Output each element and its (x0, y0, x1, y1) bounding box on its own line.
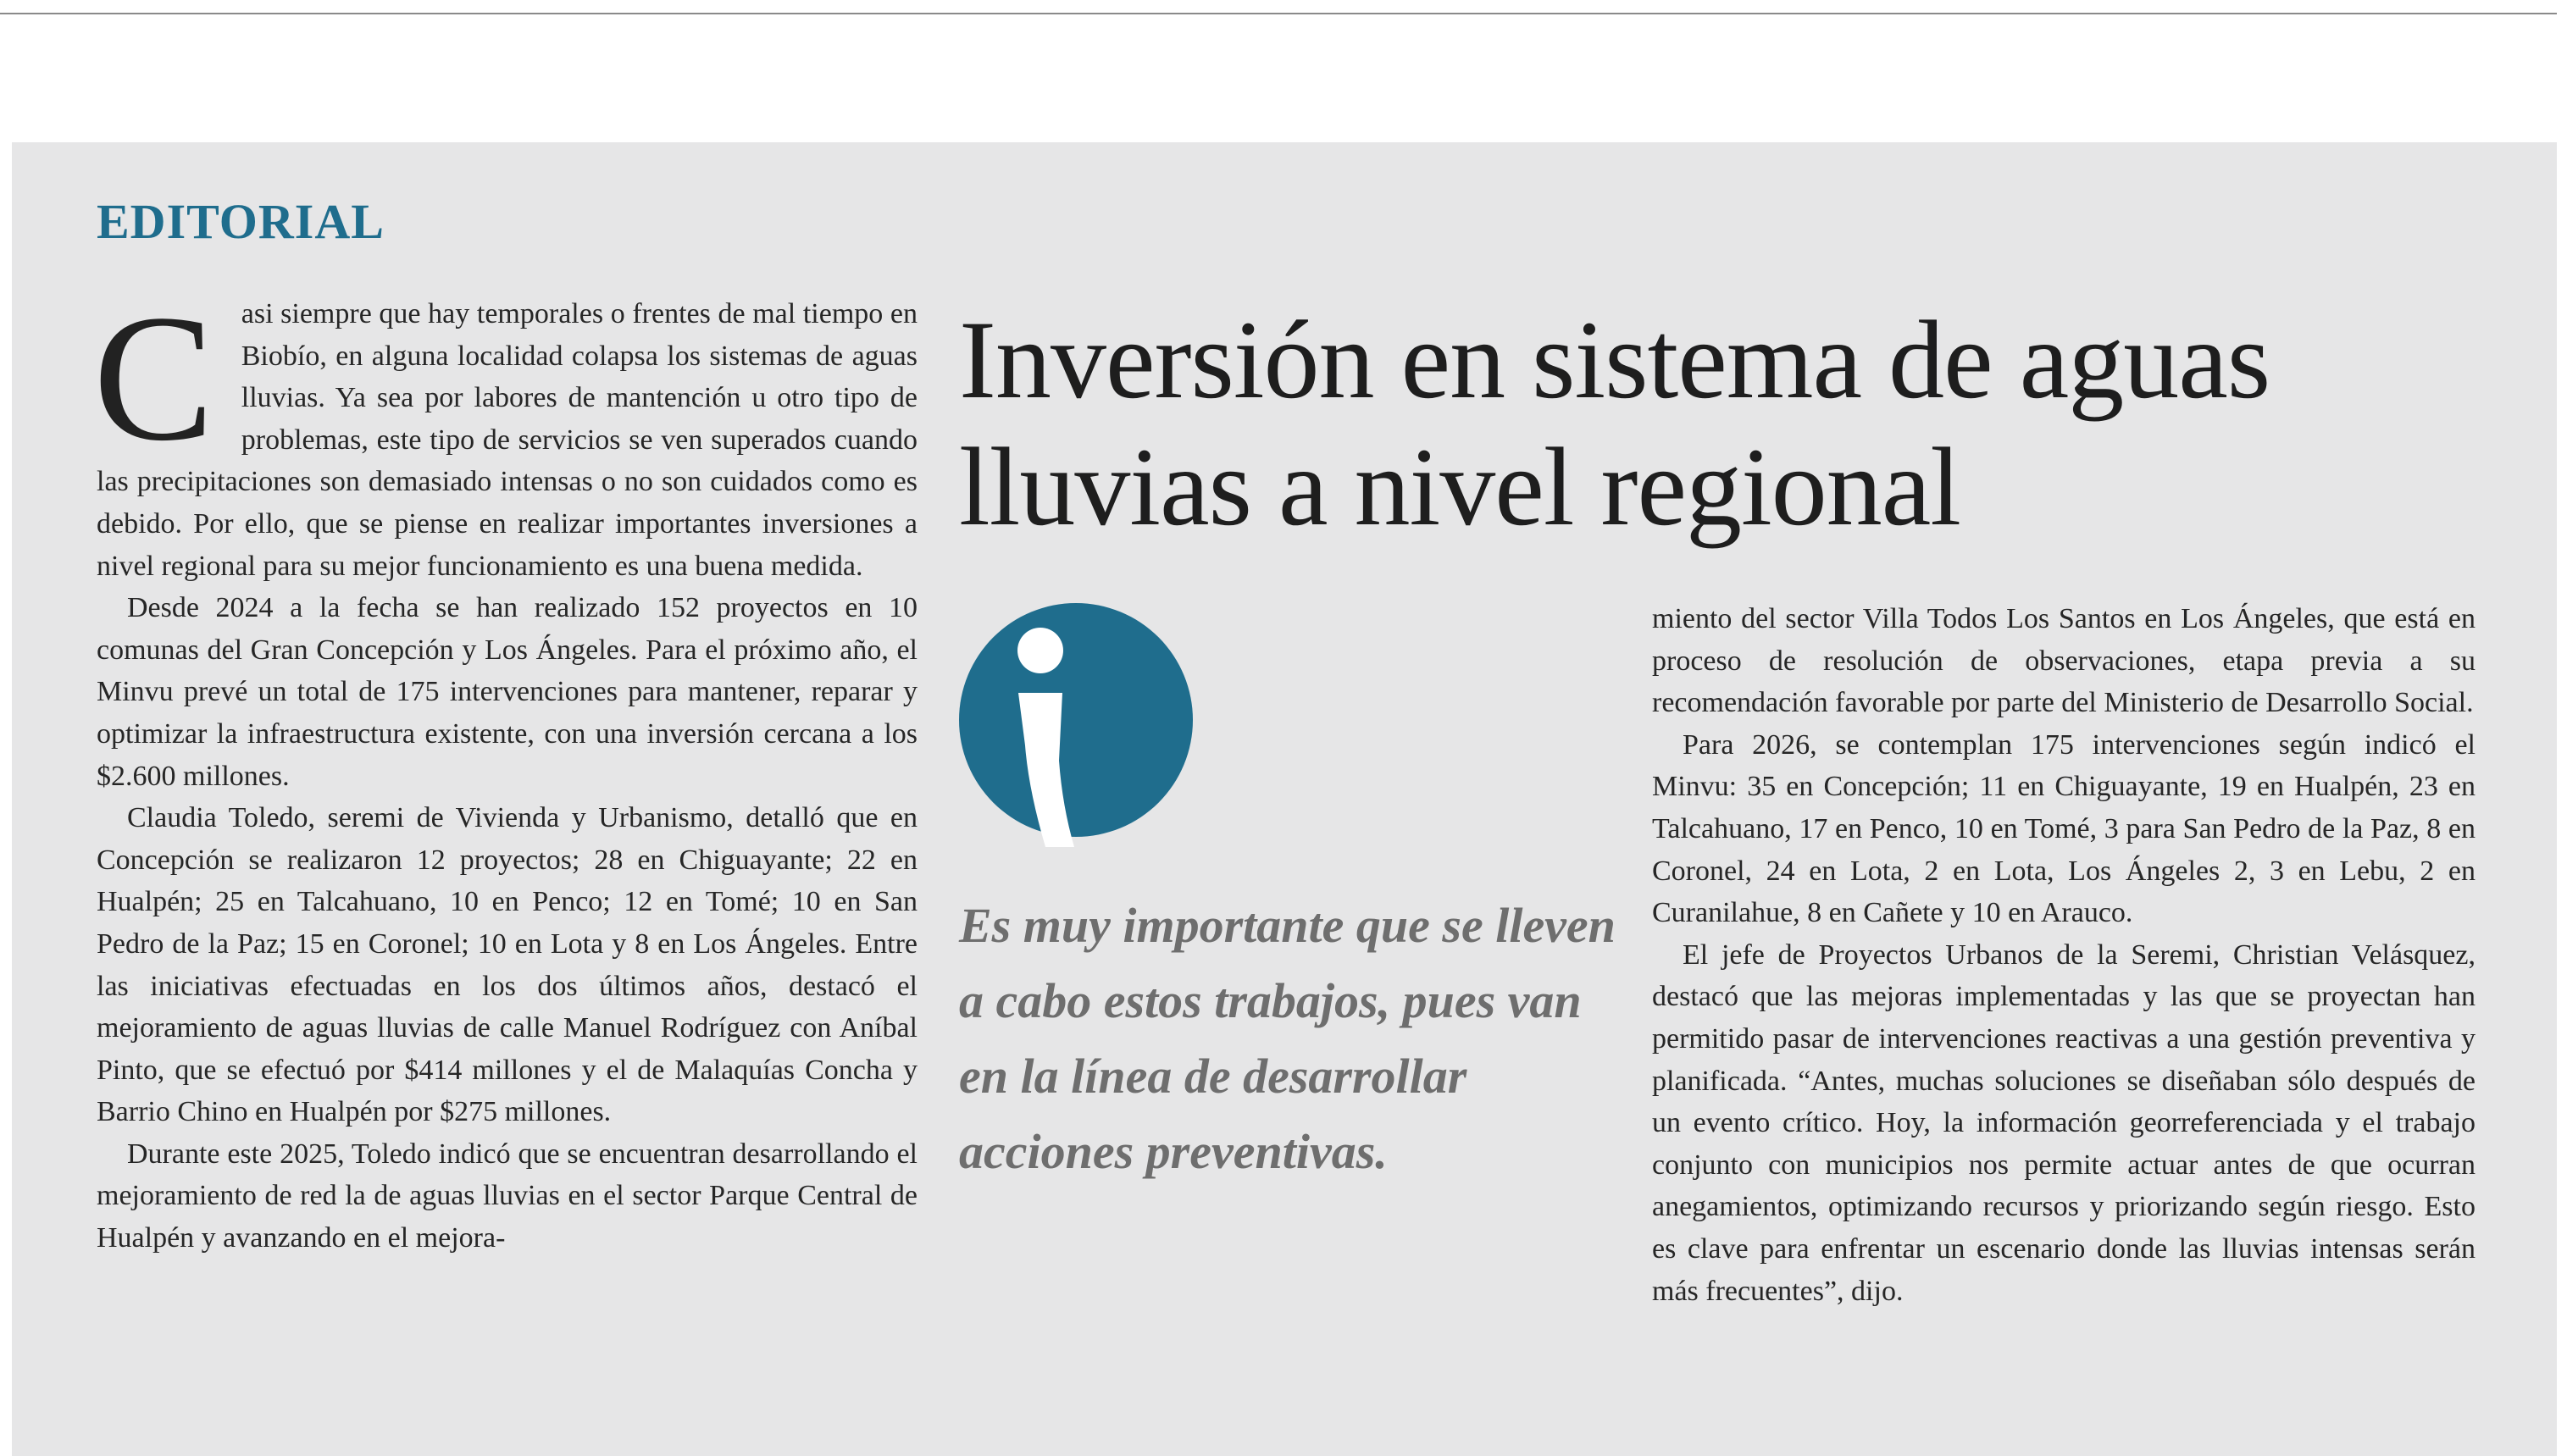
paragraph-7: El jefe de Proyectos Urbanos de la Seremi, Christian Velásquez, destacó que las mejoras implementadas y las que se proyectan han permitido pasar de intervenciones reactivas a una gestión preventiva y planificada. “Antes, muchas soluciones se diseñaban sólo después de un evento crítico. Hoy, la información georreferenciada y el trabajo conjunto con municipios nos permite actuar antes de que ocurran anegamientos, optimizando recursos y priorizando según riesgo. Esto es clave para enfrentar un escenario donde las lluvias intensas serán más frecuentes”, dijo. (1652, 938, 2476, 1307)
paragraph-6: Para 2026, se contemplan 175 intervenciones según indicó el Minvu: 35 en Concepción; 11 en Chiguayante, 19 en Hualpén, 23 en Talcahuano, 17 en Penco, 10 en Tomé, 3 para San Pedro de la Paz, 8 en Coronel, 24 en Lota, 2 en Lota, Los Ángeles 2, 3 en Lebu, 2 en Curanilahue, 8 en Cañete y 10 en Arauco. (1652, 728, 2476, 929)
paragraph-5: miento del sector Villa Todos Los Santos en Los Ángeles, que está en proceso de resolución de observaciones, etapa previa a su recomendación favorable por parte del Ministerio de Desarrollo Social. (1652, 603, 2476, 719)
drop-cap: C (93, 278, 214, 479)
pull-quote: Es muy importante que se lleven a cabo estos trabajos, pues van en la línea de desarrollar acciones preventivas. (959, 898, 1616, 1179)
paragraph-1: asi siempre que hay temporales o frentes de mal tiempo en Biobío, en alguna localidad colapsa los sistemas de aguas lluvias. Ya sea por labores de mantención u otro tipo de problemas, este tipo de servicios se ven superados cuando las precipitaciones son demasiado intensas o no son cuidados como es debido. Por ello, que se piense en realizar importantes inversiones a nivel regional para su mejor funcionamiento es una buena medida. (97, 298, 918, 582)
headline: Inversión en sistema de aguas lluvias a nivel regional (959, 297, 2270, 549)
body-column-left (93, 278, 918, 1259)
info-icon (959, 603, 1193, 849)
top-rule (0, 13, 2557, 14)
body-column-right (1652, 598, 2476, 1312)
paragraph-3: Claudia Toledo, seremi de Vivienda y Urbanismo, detalló que en Concepción se realizaron 12 proyectos; 28 en Chiguayante; 22 en Hualpén; 25 en Talcahuano, 10 en Penco; 12 en Tomé; 10 en San Pedro de la Paz; 15 en Coronel; 10 en Lota y 8 en Los Ángeles. Entre las iniciativas efectuadas en los dos últimos años, destacó el mejoramiento de aguas lluvias de calle Manuel Rodríguez con Aníbal Pinto, que se efectuó por $414 millones y el de Malaquías Concha y Barrio Chino en Hualpén por $275 millones. (97, 802, 918, 1128)
paragraph-4: Durante este 2025, Toledo indicó que se encuentran desarrollando el mejoramiento de red la de aguas lluvias en el sector Parque Central de Hualpén y avanzando en el mejora- (97, 1138, 918, 1254)
paragraph-2: Desde 2024 a la fecha se han realizado 152 proyectos en 10 comunas del Gran Concepción y Los Ángeles. Para el próximo año, el Minvu prevé un total de 175 intervenciones para mantener, reparar y optimizar la infraestructura existente, con una inversión cercana a los $2.600 millones. (97, 592, 918, 792)
section-label: EDITORIAL (97, 194, 385, 249)
